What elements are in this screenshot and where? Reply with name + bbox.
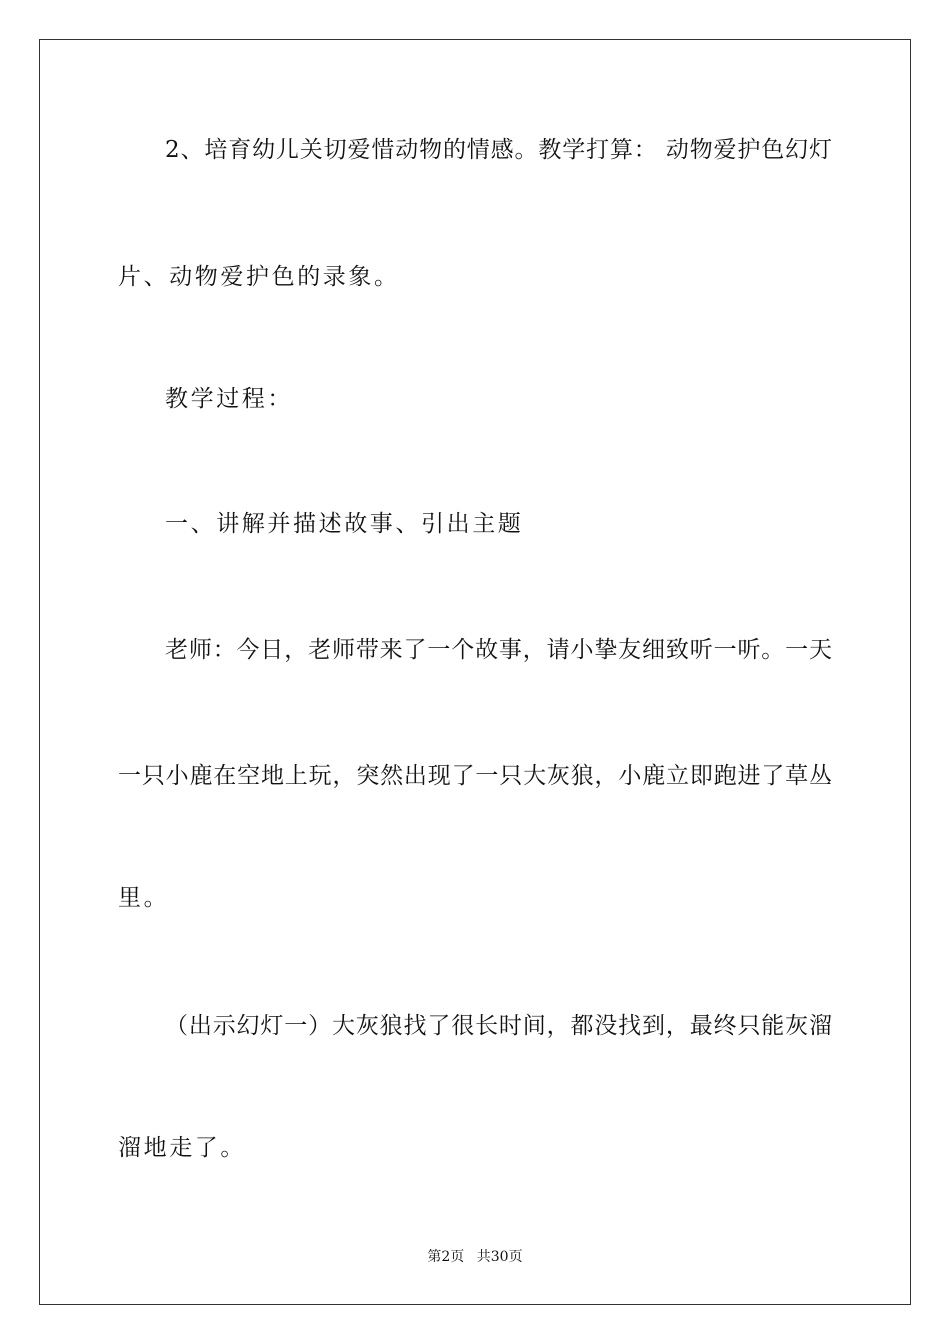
paragraph-line-5: 老师：今日，老师带来了一个故事，请小挚友细致听一听。一天 — [165, 637, 832, 663]
section-heading-teaching-process: 教学过程： — [165, 386, 293, 412]
page-total: 共30页 — [476, 1249, 523, 1265]
paragraph-line-1: 2、培育幼儿关切爱惜动物的情感。教学打算： 动物爱护色幻灯 — [165, 137, 832, 163]
paragraph-line-2: 片、动物爱护色的录象。 — [118, 264, 400, 290]
paragraph-line-6: 一只小鹿在空地上玩，突然出现了一只大灰狼，小鹿立即跑进了草丛 — [118, 763, 832, 789]
page-number: 第2页 — [427, 1249, 465, 1265]
page-footer — [0, 1247, 950, 1267]
paragraph-line-8: （出示幻灯一）大灰狼找了很长时间，都没找到，最终只能灰溜 — [165, 1013, 832, 1039]
page-border — [39, 39, 911, 1305]
paragraph-line-7: 里。 — [118, 885, 170, 911]
paragraph-line-9: 溜地走了。 — [118, 1135, 246, 1161]
section-heading-story: 一、讲解并描述故事、引出主题 — [165, 511, 524, 537]
